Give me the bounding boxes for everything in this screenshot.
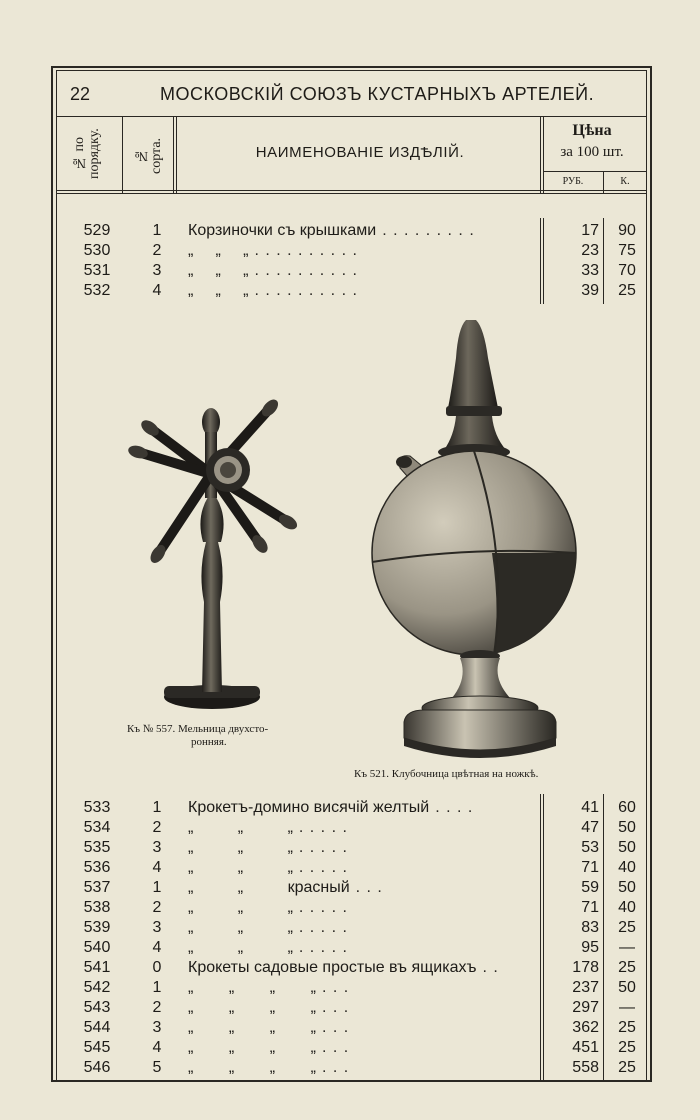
price-kop: 25 xyxy=(618,1059,636,1076)
price-kop: — xyxy=(619,939,635,956)
item-name-cell xyxy=(188,798,543,818)
item-number: 538 xyxy=(83,899,111,916)
item-sort: 4 xyxy=(152,859,162,876)
price-label: Цѣна xyxy=(572,122,612,139)
table-row xyxy=(56,878,647,898)
price-rub: 71 xyxy=(581,859,599,876)
item-name: „ „ „ xyxy=(188,919,293,936)
table-row xyxy=(56,241,647,261)
price-rub: 362 xyxy=(572,1019,599,1036)
item-sort: 1 xyxy=(152,222,162,239)
item-sort: 4 xyxy=(152,939,162,956)
item-sort: 3 xyxy=(152,1019,162,1036)
page-title: МОСКОВСКIЙ СОЮЗЪ КУСТАРНЫХЪ АРТЕЛЕЙ. xyxy=(160,84,595,104)
item-number: 544 xyxy=(83,1019,111,1036)
item-number: 529 xyxy=(83,222,111,239)
leader-dots: . . . xyxy=(322,999,350,1016)
price-kop: 25 xyxy=(618,1019,636,1036)
item-sort: 0 xyxy=(152,959,162,976)
col-divider-no xyxy=(122,117,123,193)
caption-mill xyxy=(127,723,327,749)
col-divider-name xyxy=(540,117,541,193)
item-sort: 4 xyxy=(152,1039,162,1056)
price-kop: 40 xyxy=(618,859,636,876)
leader-dots: . . . xyxy=(322,1059,350,1076)
item-sort: 3 xyxy=(152,919,162,936)
price-kop: 50 xyxy=(618,819,636,836)
column-header-name: НАИМЕНОВАНIЕ ИЗДѢЛIЙ. xyxy=(255,144,465,161)
item-name-cell xyxy=(188,858,543,878)
item-name-cell xyxy=(188,838,543,858)
price-rub: 17 xyxy=(581,222,599,239)
header-divider xyxy=(56,116,647,117)
leader-dots: . . . . . . . . . . xyxy=(254,282,358,299)
item-number: 543 xyxy=(83,999,111,1016)
price-kop: 25 xyxy=(618,282,636,299)
item-name-cell xyxy=(188,1018,543,1038)
item-name: „ „ красный xyxy=(188,879,350,896)
item-name: „ „ „ xyxy=(188,242,249,259)
item-name-cell xyxy=(188,978,543,998)
leader-dots: . . xyxy=(482,959,499,976)
price-kop: 50 xyxy=(618,879,636,896)
leader-dots: . . . . . xyxy=(298,919,348,936)
item-name: Крокетъ-домино висячiй желтый xyxy=(188,799,430,816)
price-rub: 83 xyxy=(581,919,599,936)
item-name: Крокеты садовые простые въ ящикахъ xyxy=(188,959,477,976)
leader-dots: . . . . . . . . . . xyxy=(254,262,358,279)
item-number: 537 xyxy=(83,879,111,896)
item-name: „ „ „ xyxy=(188,899,293,916)
leader-dots: . . . xyxy=(322,1039,350,1056)
price-kop: 25 xyxy=(618,959,636,976)
item-number: 533 xyxy=(83,799,111,816)
item-name-cell xyxy=(188,221,543,241)
item-name-cell xyxy=(188,818,543,838)
price-rub: 178 xyxy=(572,959,599,976)
price-rub: 237 xyxy=(572,979,599,996)
item-name: „ „ „ „ xyxy=(188,979,316,996)
table-header-divider xyxy=(56,190,647,191)
item-name-cell xyxy=(188,898,543,918)
price-rub: 47 xyxy=(581,819,599,836)
item-sort: 5 xyxy=(152,1059,162,1076)
item-name: Корзиночки съ крышками xyxy=(188,222,377,239)
item-name-cell xyxy=(188,918,543,938)
leader-dots: . . . . . . . . . xyxy=(382,222,475,239)
table-row xyxy=(56,838,647,858)
price-rub: 297 xyxy=(572,999,599,1016)
item-name: „ „ „ xyxy=(188,839,293,856)
table-row xyxy=(56,281,647,301)
item-sort: 4 xyxy=(152,282,162,299)
item-number: 540 xyxy=(83,939,111,956)
leader-dots: . . . . . . . . . . xyxy=(254,242,358,259)
price-kop: — xyxy=(619,999,635,1016)
item-name: „ „ „ „ xyxy=(188,1039,316,1056)
ball-holder-illustration xyxy=(370,318,580,768)
table-row xyxy=(56,898,647,918)
item-number: 531 xyxy=(83,262,111,279)
item-sort: 2 xyxy=(152,242,162,259)
table-row xyxy=(56,1038,647,1058)
table-row xyxy=(56,858,647,878)
col-divider-rub xyxy=(603,172,604,193)
item-sort: 2 xyxy=(152,899,162,916)
price-kop: 40 xyxy=(618,899,636,916)
item-name-cell xyxy=(188,1058,543,1078)
price-rub: 558 xyxy=(572,1059,599,1076)
table-row xyxy=(56,221,647,241)
leader-dots: . . . xyxy=(322,1019,350,1036)
item-sort: 1 xyxy=(152,879,162,896)
col-divider-sort xyxy=(173,117,174,193)
price-kop: 25 xyxy=(618,919,636,936)
column-header-price xyxy=(543,121,641,163)
leader-dots: . . . . . xyxy=(298,839,348,856)
item-sort: 1 xyxy=(152,979,162,996)
table-row xyxy=(56,938,647,958)
unit-kop: К. xyxy=(620,176,630,187)
caption-ball-holder: Къ 521. Клубочница цвѣтная на ножкѣ. xyxy=(354,768,539,780)
item-name-cell xyxy=(188,281,543,301)
item-name-cell xyxy=(188,958,543,978)
price-kop: 90 xyxy=(618,222,636,239)
item-name: „ „ „ „ xyxy=(188,999,316,1016)
column-header-number: № по порядку. xyxy=(72,128,102,180)
price-rub: 23 xyxy=(581,242,599,259)
table-row xyxy=(56,998,647,1018)
item-name: „ „ „ „ xyxy=(188,1059,316,1076)
mill-illustration xyxy=(120,392,310,722)
item-name: „ „ „ xyxy=(188,819,293,836)
price-per-label: за 100 шт. xyxy=(560,144,624,160)
price-kop: 25 xyxy=(618,1039,636,1056)
item-sort: 1 xyxy=(152,799,162,816)
col-divider-sort-2 xyxy=(176,117,177,193)
leader-dots: . . . . . xyxy=(298,899,348,916)
caption-mill-line-1: Къ № 557. Мельница двухсто- xyxy=(127,723,269,735)
price-rub: 451 xyxy=(572,1039,599,1056)
price-rub: 71 xyxy=(581,899,599,916)
price-kop: 70 xyxy=(618,262,636,279)
table-row xyxy=(56,978,647,998)
item-name-cell xyxy=(188,261,543,281)
item-number: 545 xyxy=(83,1039,111,1056)
table-row xyxy=(56,1058,647,1078)
price-rub: 53 xyxy=(581,839,599,856)
item-name-cell xyxy=(188,938,543,958)
item-number: 530 xyxy=(83,242,111,259)
item-name-cell xyxy=(188,1038,543,1058)
item-number: 546 xyxy=(83,1059,111,1076)
price-kop: 50 xyxy=(618,979,636,996)
price-subdivider xyxy=(543,171,647,172)
leader-dots: . . . . . xyxy=(298,859,348,876)
price-rub: 59 xyxy=(581,879,599,896)
item-name-cell xyxy=(188,998,543,1018)
column-header-sort: № сорта. xyxy=(134,137,164,175)
price-kop: 75 xyxy=(618,242,636,259)
price-kop: 60 xyxy=(618,799,636,816)
table-row xyxy=(56,958,647,978)
table-header-divider-2 xyxy=(56,193,647,194)
item-number: 535 xyxy=(83,839,111,856)
price-rub: 39 xyxy=(581,282,599,299)
leader-dots: . . . . xyxy=(435,799,474,816)
item-number: 541 xyxy=(83,959,111,976)
item-number: 536 xyxy=(83,859,111,876)
item-name: „ „ „ xyxy=(188,282,249,299)
item-sort: 3 xyxy=(152,839,162,856)
table-row xyxy=(56,1018,647,1038)
table-row xyxy=(56,918,647,938)
unit-rub: РУБ. xyxy=(562,176,584,187)
page-number: 22 xyxy=(70,84,91,104)
item-sort: 2 xyxy=(152,819,162,836)
item-sort: 3 xyxy=(152,262,162,279)
leader-dots: . . . xyxy=(322,979,350,996)
price-rub: 41 xyxy=(581,799,599,816)
leader-dots: . . . xyxy=(355,879,383,896)
item-number: 539 xyxy=(83,919,111,936)
leader-dots: . . . . . xyxy=(298,939,348,956)
price-rub: 33 xyxy=(581,262,599,279)
item-number: 534 xyxy=(83,819,111,836)
price-kop: 50 xyxy=(618,839,636,856)
item-name: „ „ „ „ xyxy=(188,1019,316,1036)
item-sort: 2 xyxy=(152,999,162,1016)
item-name: „ „ „ xyxy=(188,262,249,279)
table-row xyxy=(56,261,647,281)
caption-mill-line-2: ронняя. xyxy=(191,736,227,748)
item-number: 542 xyxy=(83,979,111,996)
item-name: „ „ „ xyxy=(188,859,293,876)
price-rub: 95 xyxy=(581,939,599,956)
item-name-cell xyxy=(188,878,543,898)
item-number: 532 xyxy=(83,282,111,299)
table-row xyxy=(56,818,647,838)
item-name-cell xyxy=(188,241,543,261)
table-row xyxy=(56,798,647,818)
item-name: „ „ „ xyxy=(188,939,293,956)
leader-dots: . . . . . xyxy=(298,819,348,836)
